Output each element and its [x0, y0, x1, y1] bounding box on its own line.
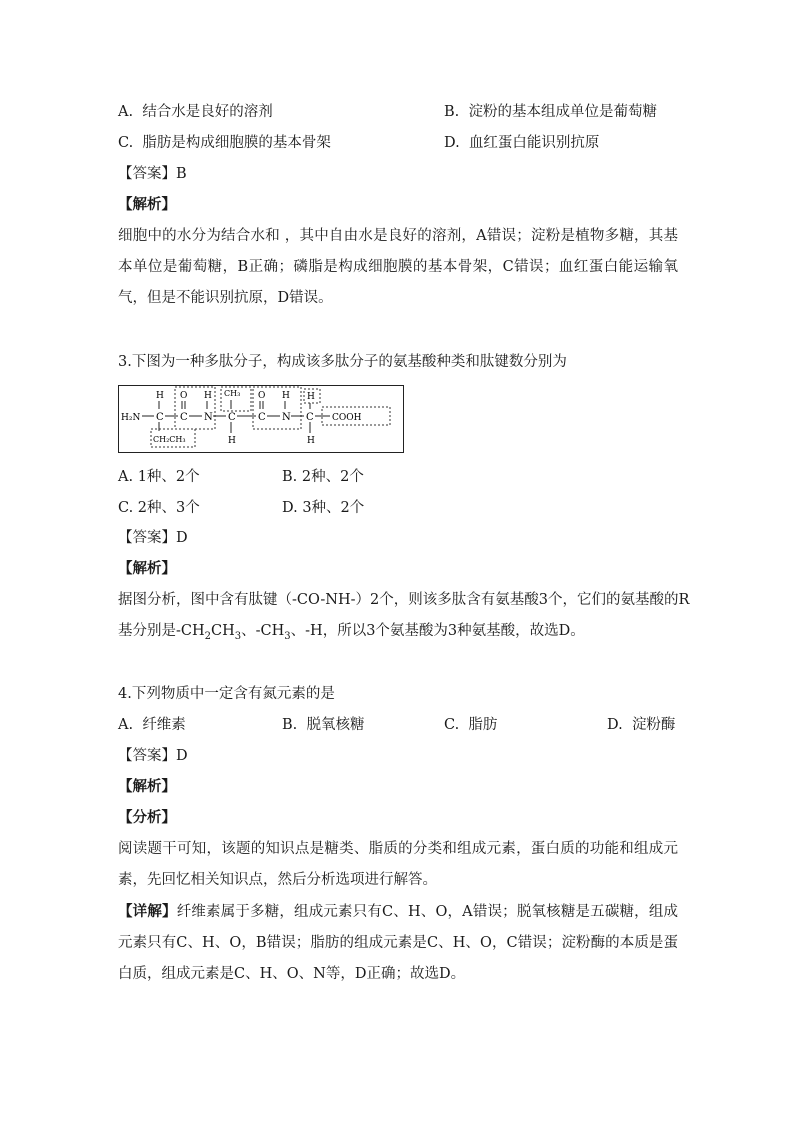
- top-atom: H: [156, 391, 164, 401]
- option-label: C.: [118, 135, 134, 151]
- backbone-atom: N: [204, 412, 213, 423]
- option-label: D.: [444, 135, 460, 151]
- option-text: 1种、2个: [137, 469, 200, 485]
- q4-option-b: [282, 715, 364, 735]
- q2-option-b: [444, 102, 657, 122]
- q4-option-d: [607, 715, 675, 735]
- option-label: B.: [444, 104, 460, 120]
- subscript: 3: [284, 630, 291, 642]
- detail-text: 纤维素属于多糖，组成元素只有C、H、O，A错误；脱氧核糖是五碳糖，组成元素只有C、H、O，B错误；脂肪的组成元素是C、H、O，C错误；淀粉酶的本质是蛋白质，组成元素是C、H、O、N等，D正确；故选D。: [118, 904, 679, 982]
- q2-analysis: 细胞中的水分为结合水和 ，其中自由水是良好的溶剂，A错误；淀粉是植物多糖，其基本单位是葡萄糖，B正确；磷脂是构成细胞膜的基本骨架，C错误；血红蛋白能运输氧气，但是不能识别抗原，D错误。: [118, 228, 678, 306]
- q4-detail: [118, 896, 678, 990]
- q2-option-a: [118, 102, 273, 122]
- q3-option-b: [282, 467, 364, 487]
- q4-answer: 【答案】D: [118, 748, 188, 764]
- option-label: C.: [118, 500, 134, 516]
- q4-option-a: [118, 715, 186, 735]
- option-text: 结合水是良好的溶剂: [142, 104, 273, 120]
- option-label: A.: [118, 469, 134, 485]
- option-label: A.: [118, 717, 134, 733]
- option-text: 脱氧核糖: [306, 717, 365, 733]
- q3-analysis-title: 【解析】: [118, 560, 176, 577]
- n-terminus: H₂N: [121, 413, 141, 423]
- option-text: 血红蛋白能识别抗原: [468, 135, 600, 151]
- q4-question: 4.下列物质中一定含有氮元素的是: [118, 686, 335, 702]
- q4-analysis-subtitle: 【分析】: [118, 809, 176, 826]
- text-run: 、-CH: [241, 623, 285, 639]
- q2-option-c: [118, 133, 331, 153]
- top-atom: CH₃: [224, 389, 241, 398]
- q4-analysis-title: 【解析】: [118, 778, 176, 795]
- q2-answer: 【答案】B: [118, 166, 187, 182]
- option-text: 脂肪是构成细胞膜的基本骨架: [142, 135, 331, 151]
- subscript: 2: [204, 630, 212, 642]
- top-atom: H: [307, 392, 315, 402]
- option-label: B.: [282, 469, 298, 485]
- q3-analysis-line-2: [118, 621, 585, 647]
- top-atom: O: [258, 391, 266, 401]
- option-text: 2种、2个: [301, 469, 364, 485]
- q3-answer: 【答案】D: [118, 530, 188, 546]
- backbone-atom: N: [282, 412, 291, 423]
- option-label: D.: [607, 717, 623, 733]
- backbone-atom: C: [306, 412, 314, 423]
- option-text: 淀粉的基本组成单位是葡萄糖: [468, 104, 657, 120]
- top-atom: H: [282, 391, 290, 401]
- subscript: 3: [234, 630, 242, 642]
- detail-title: 【详解】: [118, 903, 177, 920]
- polypeptide-structure-figure: [118, 385, 404, 453]
- option-text: 脂肪: [468, 717, 498, 733]
- option-label: B.: [282, 717, 298, 733]
- q3-option-a: [118, 467, 200, 487]
- backbone-atom: C: [156, 412, 164, 423]
- backbone-atom: C: [180, 412, 188, 423]
- option-text: 2种、3个: [137, 500, 200, 516]
- text-run: 基分别是-CH: [118, 623, 205, 639]
- top-atom: O: [180, 391, 188, 401]
- bottom-atom: H: [307, 436, 315, 446]
- bottom-atom: CH₂CH₃: [153, 435, 186, 444]
- c-terminus: COOH: [332, 413, 362, 423]
- option-text: 纤维素: [142, 717, 186, 733]
- q4-analysis: 阅读题干可知，该题的知识点是糖类、脂质的分类和组成元素，蛋白质的功能和组成元素，先回忆相关知识点，然后分析选项进行解答。: [118, 841, 678, 888]
- bottom-atom: H: [228, 436, 236, 446]
- q3-option-d: [282, 498, 364, 518]
- option-text: 3种、2个: [302, 500, 365, 516]
- backbone-atom: C: [228, 412, 236, 423]
- q3-analysis-line-1: 据图分析，图中含有肽键（-CO-NH-）2个，则该多肽含有氨基酸3个，它们的氨基酸的R: [118, 592, 690, 608]
- backbone-atom: C: [258, 412, 266, 423]
- q4-option-c: [444, 715, 497, 735]
- q2-option-d: [444, 133, 599, 153]
- q2-analysis-title: 【解析】: [118, 196, 176, 213]
- option-label: C.: [444, 717, 460, 733]
- top-atom: H: [204, 391, 212, 401]
- option-text: 淀粉酶: [631, 717, 676, 733]
- option-label: D.: [282, 500, 298, 516]
- text-run: CH: [211, 623, 235, 639]
- q3-option-c: [118, 498, 200, 518]
- option-label: A.: [118, 104, 134, 120]
- q3-question: 3.下图为一种多肽分子，构成该多肽分子的氨基酸种类和肽键数分别为: [118, 354, 567, 370]
- text-run: 、-H，所以3个氨基酸为3种氨基酸，故选D。: [290, 623, 585, 639]
